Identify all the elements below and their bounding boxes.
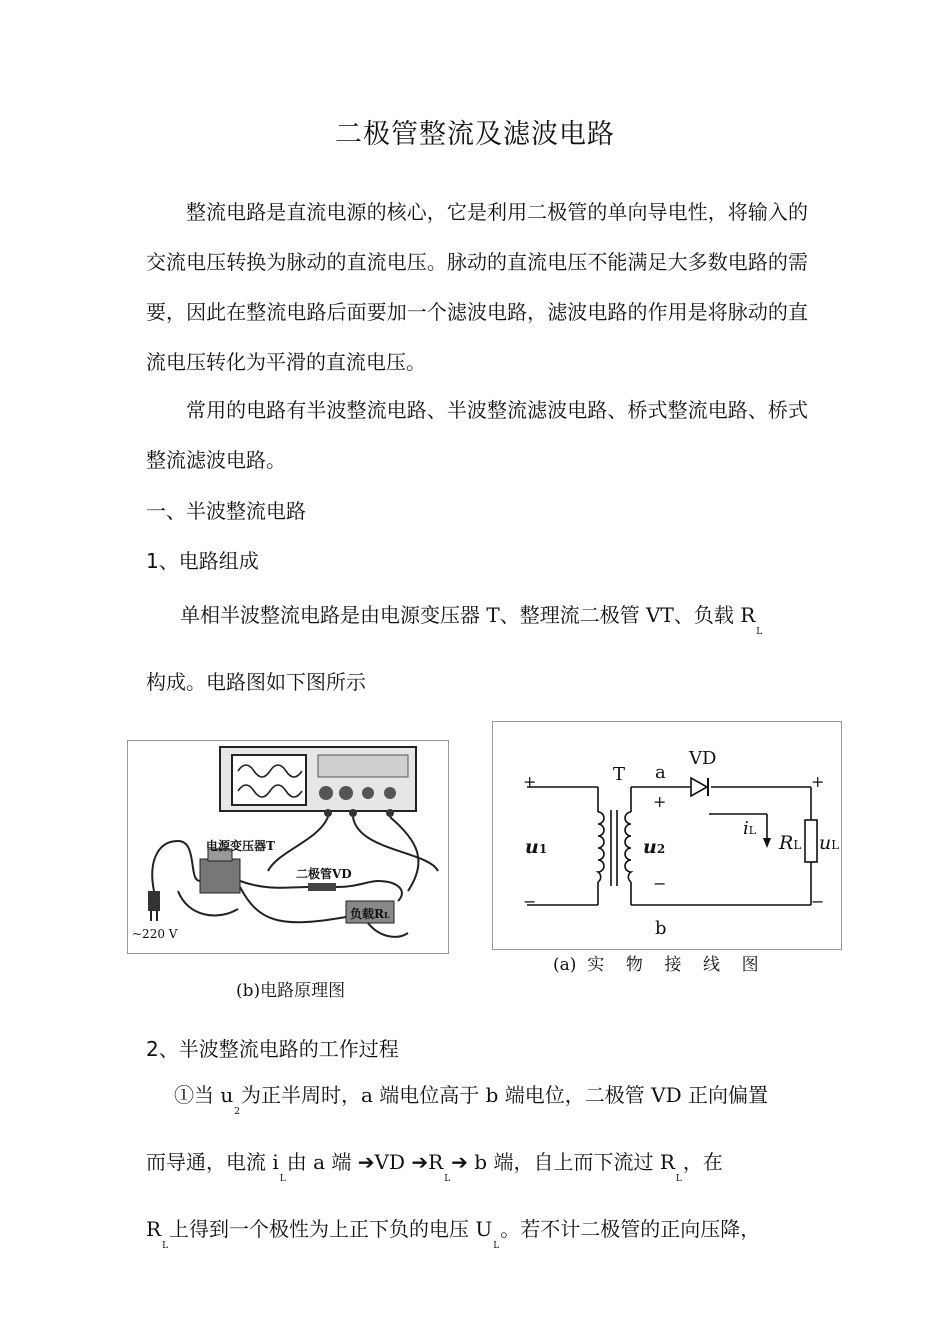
schematic-figure (492, 721, 842, 950)
process-paragraph (146, 1070, 816, 1271)
load-label-text: 负载R (350, 907, 384, 921)
process-line1-a: ①当 u (174, 1083, 234, 1107)
subsection-heading-process: 2、半波整流电路的工作过程 (146, 1037, 399, 1061)
diode-VD-label: VD (689, 748, 717, 769)
process-line2-f: ，在 (682, 1150, 723, 1174)
wiring-illustration (128, 741, 448, 953)
uL-label (819, 832, 839, 854)
RL-label (779, 832, 801, 854)
RL-sub: L (793, 838, 802, 852)
process-line2-d: R (428, 1150, 444, 1174)
process-line3-sub1: L (162, 1241, 169, 1251)
uL-sub: L (831, 838, 840, 852)
process-line2-e: b 端，自上而下流过 R (474, 1150, 675, 1174)
u2-sub: 2 (656, 842, 666, 856)
intro-paragraph-1: 整流电路是直流电源的核心，它是利用二极管的单向导电性，将输入的交流电压转换为脉动的直流电压。脉动的直流电压不能满足大多数电路的需要，因此在整流电路后面要加一个滤波电路，滤波电路的作用是将脉动的直流电压转化为平滑的直流电压。 (146, 200, 808, 374)
node-b-label: b (655, 918, 667, 939)
process-line2-a: 而导通，电流 i (146, 1150, 279, 1174)
transformer-T-label: T (613, 764, 626, 785)
composition-text: 单相半波整流电路是由电源变压器 T、整理流二极管 VT、负载 R (180, 603, 756, 627)
u1-text: u (525, 836, 539, 858)
section-heading-half-wave: 一、半波整流电路 (146, 499, 306, 523)
composition-sub: L (756, 627, 763, 637)
iL-text: i (743, 818, 749, 839)
secondary-minus: − (653, 874, 667, 893)
process-line2-sub1: L (279, 1174, 286, 1184)
wiring-figure (127, 740, 449, 954)
process-line3-a: R (146, 1217, 162, 1241)
caption-left: (b)电路原理图 (236, 981, 346, 1001)
composition-paragraph (146, 590, 826, 707)
iL-sub: L (748, 824, 757, 837)
process-line1-sub: 2 (234, 1107, 240, 1117)
u1-sub: 1 (538, 842, 548, 856)
process-line3-c: 。若不计二极管的正向压降， (500, 1217, 761, 1241)
composition-text-line2: 构成。电路图如下图所示 (146, 670, 366, 694)
node-a-label: a (655, 762, 666, 783)
process-line1-b: 为正半周时，a 端电位高于 b 端电位，二极管 VD 正向偏置 (240, 1083, 768, 1107)
load-label-sub: L (383, 910, 390, 920)
uL-text: u (819, 832, 832, 854)
page-title: 二极管整流及滤波电路 (335, 119, 615, 150)
u1-label (525, 836, 547, 858)
u2-label (643, 836, 665, 858)
process-line3-b: 上得到一个极性为上正下负的电压 U (169, 1217, 493, 1241)
iL-label (743, 818, 756, 839)
process-line2-sub3: L (675, 1174, 682, 1184)
input-plus: + (523, 772, 537, 791)
caption-right: (a) 实 物 接 线 图 (553, 955, 759, 975)
output-minus: − (811, 892, 825, 911)
arrow-icon: ➔ (411, 1150, 429, 1174)
subsection-heading-composition: 1、电路组成 (146, 549, 259, 573)
process-line2-c: VD (374, 1150, 405, 1174)
arrow-icon: ➔ (451, 1150, 468, 1174)
transformer-label: 电源变压器T (206, 839, 275, 853)
input-minus: − (523, 892, 537, 911)
intro-paragraph-2: 常用的电路有半波整流电路、半波整流滤波电路、桥式整流电路、桥式整流滤波电路。 (146, 398, 808, 472)
voltage-label: ~220 V (132, 927, 178, 941)
arrow-icon: ➔ (357, 1150, 375, 1174)
process-line3-sub2: L (493, 1241, 500, 1251)
u2-text: u (643, 836, 657, 858)
secondary-plus: + (653, 792, 667, 811)
RL-text: R (779, 832, 794, 854)
process-line2-b: 由 a 端 (286, 1150, 352, 1174)
load-label (350, 905, 390, 922)
diode-label: 二极管VD (296, 867, 352, 881)
output-plus: + (811, 772, 825, 791)
process-line2-sub2: L (444, 1174, 451, 1184)
